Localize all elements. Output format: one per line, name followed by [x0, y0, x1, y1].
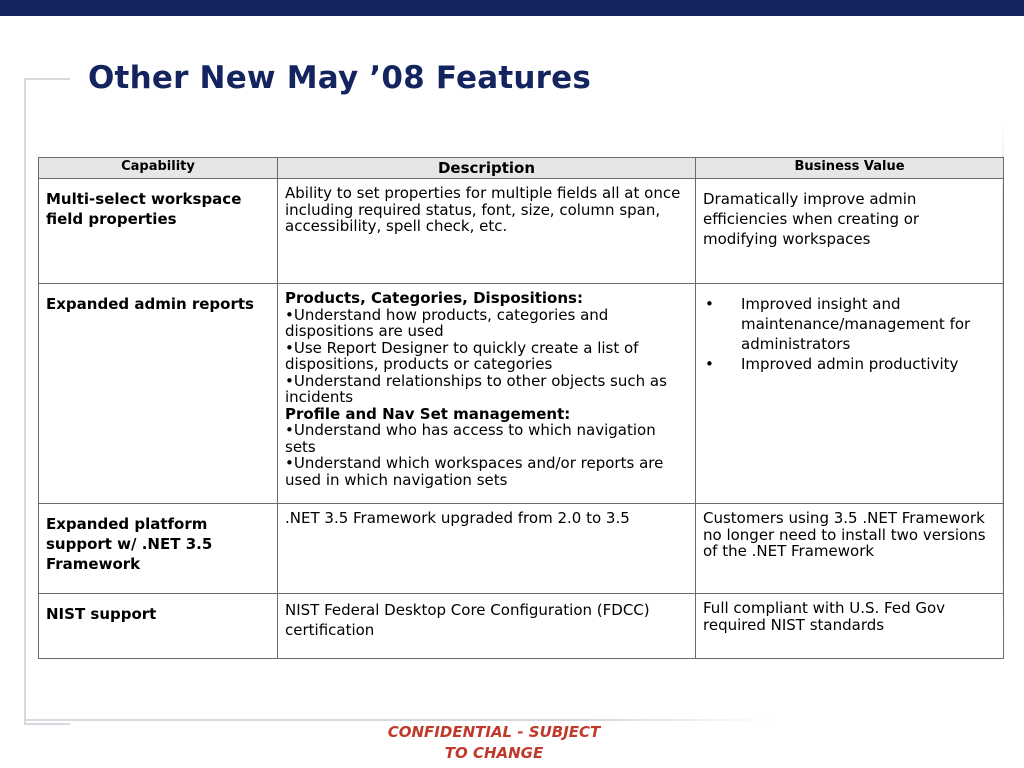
features-table	[38, 157, 1004, 659]
description-cell: .NET 3.5 Framework upgraded from 2.0 to 3.5	[278, 504, 696, 594]
capability-cell: NIST support	[39, 594, 278, 659]
header-capability: Capability	[39, 158, 278, 179]
capability-cell: Multi-select workspace field properties	[39, 179, 278, 284]
business-value-list	[703, 294, 996, 374]
footer-line: CONFIDENTIAL - SUBJECT	[387, 723, 601, 741]
list-item-text: Improved admin productivity	[741, 355, 959, 373]
business-value-cell: Customers using 3.5 .NET Framework no longer need to install two versions of the .NET Framework	[696, 504, 1004, 594]
list-item-text: Improved insight and maintenance/management for administrators	[741, 295, 971, 353]
business-value-cell	[696, 284, 1004, 504]
decorative-frame-bottom	[26, 719, 776, 721]
bullet-icon: •	[705, 355, 714, 373]
description-bullet: •Understand which workspaces and/or reports are used in which navigation sets	[285, 454, 664, 489]
top-accent-bar	[0, 0, 1024, 16]
header-business-value: Business Value	[696, 158, 1004, 179]
description-bullet: •Understand relationships to other objects such as incidents	[285, 371, 667, 406]
description-bullet: •Understand how products, categories and dispositions are used	[285, 305, 609, 340]
list-item	[703, 294, 996, 354]
description-subheading: Profile and Nav Set management:	[285, 404, 571, 423]
footer-line: TO CHANGE	[444, 744, 544, 762]
header-description: Description	[278, 158, 696, 179]
business-value-cell: Dramatically improve admin efficiencies when creating or modifying workspaces	[696, 179, 1004, 284]
capability-cell: Expanded platform support w/ .NET 3.5 Framework	[39, 504, 278, 594]
table-row	[39, 284, 1004, 504]
description-subheading: Products, Categories, Dispositions:	[285, 289, 583, 307]
table-row	[39, 504, 1004, 594]
description-cell: NIST Federal Desktop Core Configuration (FDCC) certification	[278, 594, 696, 659]
list-item	[703, 354, 996, 374]
slide-title: Other New May ’08 Features	[88, 60, 591, 96]
description-cell: Ability to set properties for multiple fields all at once including required status, font, size, column span, accessibility, spell check, etc.	[278, 179, 696, 284]
capability-cell: Expanded admin reports	[39, 284, 278, 504]
table-row	[39, 594, 1004, 659]
description-bullet: •Understand who has access to which navigation sets	[285, 421, 656, 456]
description-cell	[278, 284, 696, 504]
table-header-row	[39, 158, 1004, 179]
bullet-icon: •	[705, 295, 714, 313]
description-bullet: •Use Report Designer to quickly create a list of dispositions, products or categories	[285, 338, 639, 373]
confidential-footer	[344, 722, 644, 764]
business-value-cell: Full compliant with U.S. Fed Gov required NIST standards	[696, 594, 1004, 659]
table-row	[39, 179, 1004, 284]
